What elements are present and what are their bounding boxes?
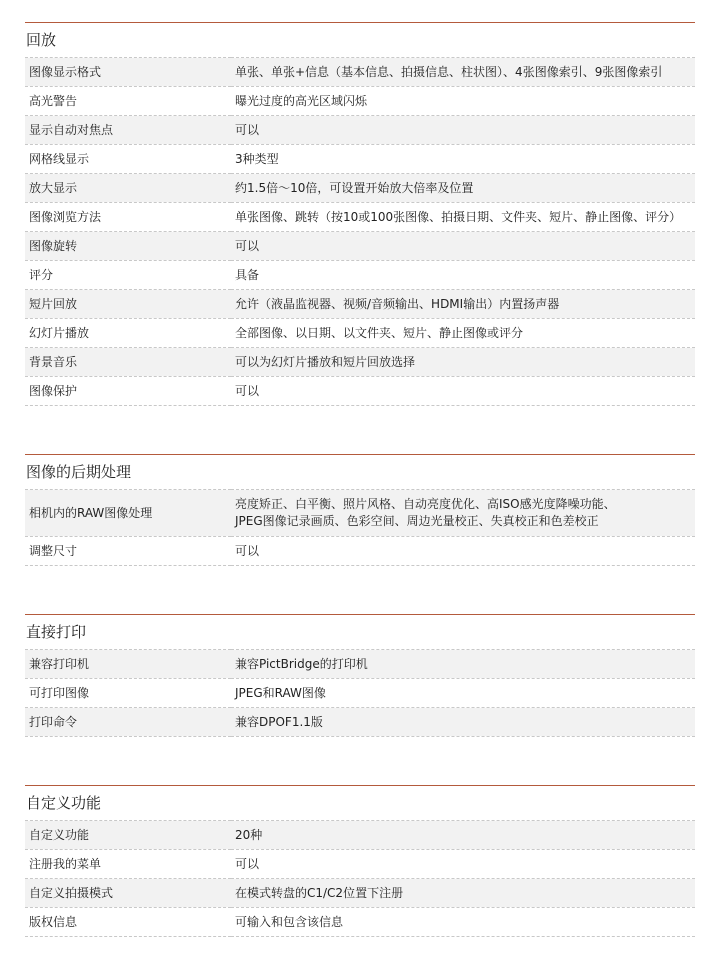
row-label: 图像保护 <box>29 383 78 398</box>
section-playback <box>25 22 695 406</box>
row-value: 单张图像、跳转（按10或100张图像、拍摄日期、文件夹、短片、静止图像、评分） <box>235 209 682 224</box>
table-row <box>25 679 695 708</box>
table-row <box>25 650 695 679</box>
table-row <box>25 377 695 406</box>
row-label: 图像旋转 <box>29 238 78 253</box>
table-row <box>25 879 695 908</box>
row-label: 版权信息 <box>29 914 78 929</box>
row-label: 显示自动对焦点 <box>29 122 114 137</box>
row-value: 亮度矫正、白平衡、照片风格、自动亮度优化、高ISO感光度降噪功能、 JPEG图像记录画质、色彩空间、周边光量校正、失真校正和色差校正 <box>235 497 616 528</box>
row-value: 在模式转盘的C1/C2位置下注册 <box>235 885 404 900</box>
row-value: 可以 <box>235 856 260 871</box>
row-value: 3种类型 <box>235 151 279 166</box>
row-value: 兼容DPOF1.1版 <box>235 714 323 729</box>
table-row <box>25 850 695 879</box>
row-label: 高光警告 <box>29 93 78 108</box>
table-row <box>25 348 695 377</box>
row-label: 评分 <box>29 267 54 282</box>
row-label: 幻灯片播放 <box>29 325 90 340</box>
table-row <box>25 232 695 261</box>
row-label: 可打印图像 <box>29 685 90 700</box>
row-label: 网格线显示 <box>29 151 90 166</box>
spec-table <box>25 489 695 566</box>
row-value: 可以为幻灯片播放和短片回放选择 <box>235 354 416 369</box>
spec-table <box>25 57 695 406</box>
row-value: 可以 <box>235 543 260 558</box>
row-label: 注册我的菜单 <box>29 856 102 871</box>
row-value: 具备 <box>235 267 260 282</box>
spec-table <box>25 820 695 937</box>
row-label: 调整尺寸 <box>29 543 78 558</box>
row-label: 放大显示 <box>29 180 78 195</box>
row-label: 打印命令 <box>29 714 78 729</box>
section-post-processing <box>25 454 695 566</box>
section-title: 图像的后期处理 <box>25 454 695 489</box>
table-row <box>25 203 695 232</box>
table-row <box>25 319 695 348</box>
row-label: 图像浏览方法 <box>29 209 102 224</box>
table-row <box>25 490 695 537</box>
section-custom-functions <box>25 785 695 937</box>
row-value: 约1.5倍～10倍，可设置开始放大倍率及位置 <box>235 180 474 195</box>
table-row <box>25 174 695 203</box>
section-title: 回放 <box>25 22 695 57</box>
section-title: 直接打印 <box>25 614 695 649</box>
section-title: 自定义功能 <box>25 785 695 820</box>
row-label: 兼容打印机 <box>29 656 90 671</box>
row-label: 自定义功能 <box>29 827 90 842</box>
row-value: 曝光过度的高光区域闪烁 <box>235 93 368 108</box>
row-value: 可以 <box>235 122 260 137</box>
table-row <box>25 821 695 850</box>
row-label: 相机内的RAW图像处理 <box>29 505 153 520</box>
row-value: 可以 <box>235 383 260 398</box>
table-row <box>25 908 695 937</box>
table-row <box>25 145 695 174</box>
spec-table <box>25 649 695 737</box>
row-label: 背景音乐 <box>29 354 78 369</box>
row-value: 兼容PictBridge的打印机 <box>235 656 368 671</box>
section-direct-print <box>25 614 695 737</box>
row-value: 全部图像、以日期、以文件夹、短片、静止图像或评分 <box>235 325 524 340</box>
row-label: 自定义拍摄模式 <box>29 885 114 900</box>
row-value: 可以 <box>235 238 260 253</box>
table-row <box>25 87 695 116</box>
row-label: 图像显示格式 <box>29 64 102 79</box>
row-value: 20种 <box>235 827 263 842</box>
table-row <box>25 116 695 145</box>
row-value: 可输入和包含该信息 <box>235 914 344 929</box>
table-row <box>25 261 695 290</box>
table-row <box>25 290 695 319</box>
row-value: 单张、单张+信息（基本信息、拍摄信息、柱状图）、4张图像索引、9张图像索引 <box>235 64 663 79</box>
table-row <box>25 58 695 87</box>
table-row <box>25 708 695 737</box>
row-label: 短片回放 <box>29 296 78 311</box>
row-value: JPEG和RAW图像 <box>235 685 326 700</box>
row-value: 允许（液晶监视器、视频/音频输出、HDMI输出）内置扬声器 <box>235 296 560 311</box>
table-row <box>25 537 695 566</box>
